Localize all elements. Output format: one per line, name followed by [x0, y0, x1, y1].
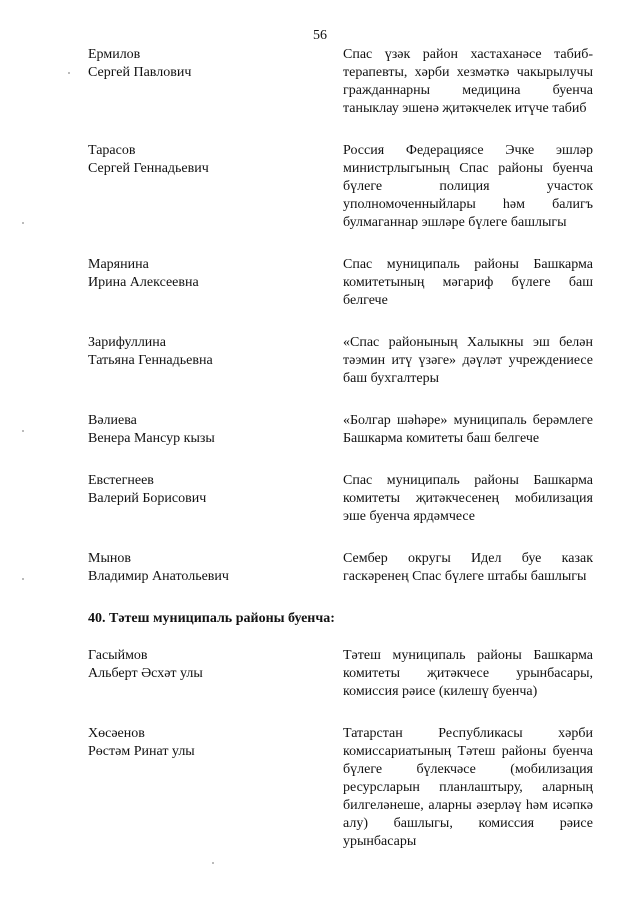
member-given-names: Сергей Павлович	[88, 65, 192, 80]
member-given-names: Рөстәм Ринат улы	[88, 744, 195, 759]
member-surname: Тарасов	[88, 143, 136, 158]
member-name	[88, 142, 323, 232]
member-surname: Зарифуллина	[88, 335, 166, 350]
member-name	[88, 334, 323, 388]
member-name	[88, 647, 323, 701]
member-position: Спас үзәк район хастаханәсе табиб-терапевты, хәрби хезмәткә чакырылучы гражданнарны медицина буенча таныклау эшенә җитәкчелек итүче табиб	[343, 47, 593, 116]
scan-speck	[212, 862, 214, 864]
member-entry	[88, 334, 593, 388]
member-name	[88, 550, 323, 586]
member-given-names: Альберт Әсхәт улы	[88, 666, 203, 681]
member-name	[88, 412, 323, 448]
member-entry	[88, 647, 593, 701]
member-given-names: Татьяна Геннадьевна	[88, 353, 213, 368]
scan-speck	[68, 72, 70, 74]
member-name	[88, 256, 323, 310]
member-surname: Хөсәенов	[88, 726, 145, 741]
scan-speck	[22, 222, 24, 224]
member-name	[88, 46, 323, 118]
page-number: 56	[313, 28, 327, 43]
member-position: Татарстан Республикасы хәрби комиссариатының Тәтеш районы буенча бүлеге бүлекчәсе (мобилизация ресурсларын планлаштыру, аларның билгеләнеше, аларны әзерләү һәм исәпкә алу) башлыгы, комиссия рәисе урынбасары	[343, 726, 593, 849]
member-surname: Мынов	[88, 551, 131, 566]
member-position: Сембер округы Идел буе казак гаскәренең Спас бүлеге штабы башлыгы	[343, 551, 593, 584]
member-entry	[88, 412, 593, 448]
member-surname: Вәлиева	[88, 413, 137, 428]
member-entry	[88, 550, 593, 586]
document-body	[88, 46, 593, 851]
member-given-names: Ирина Алексеевна	[88, 275, 199, 290]
member-position: Тәтеш муниципаль районы Башкарма комитеты җитәкчесе урынбасары, комиссия рәисе (килешү буенча)	[343, 648, 593, 699]
member-given-names: Сергей Геннадьевич	[88, 161, 209, 176]
member-entry	[88, 472, 593, 526]
member-entry	[88, 256, 593, 310]
member-surname: Гасыймов	[88, 648, 148, 663]
member-given-names: Венера Мансур кызы	[88, 431, 215, 446]
member-position: Россия Федерациясе Эчке эшләр министрлыгының Спас районы буенча бүлеге полиция участок уполномоченныйлары һәм балигъ булмаганнар эшләре бүлеге башлыгы	[343, 143, 593, 230]
member-name	[88, 725, 323, 851]
scan-speck	[22, 578, 24, 580]
member-surname: Ермилов	[88, 47, 141, 62]
member-name	[88, 472, 323, 526]
member-given-names: Валерий Борисович	[88, 491, 207, 506]
member-position: «Болгар шәһәре» муниципаль берәмлеге Башкарма комитеты баш белгече	[343, 413, 593, 446]
member-entry	[88, 725, 593, 851]
member-entry	[88, 142, 593, 232]
member-given-names: Владимир Анатольевич	[88, 569, 229, 584]
member-position: «Спас районының Халыкны эш белән тәэмин итү үзәге» дәүләт учреждениесе баш бухгалтеры	[343, 335, 593, 386]
section-heading: 40. Тәтеш муниципаль районы буенча:	[88, 611, 335, 626]
scan-speck	[22, 430, 24, 432]
member-entry	[88, 46, 593, 118]
member-surname: Марянина	[88, 257, 149, 272]
member-position: Спас муниципаль районы Башкарма комитетының мәгариф бүлеге баш белгече	[343, 257, 593, 308]
member-position: Спас муниципаль районы Башкарма комитеты җитәкчесенең мобилизация эше буенча ярдәмчесе	[343, 473, 593, 524]
member-surname: Евстегнеев	[88, 473, 154, 488]
